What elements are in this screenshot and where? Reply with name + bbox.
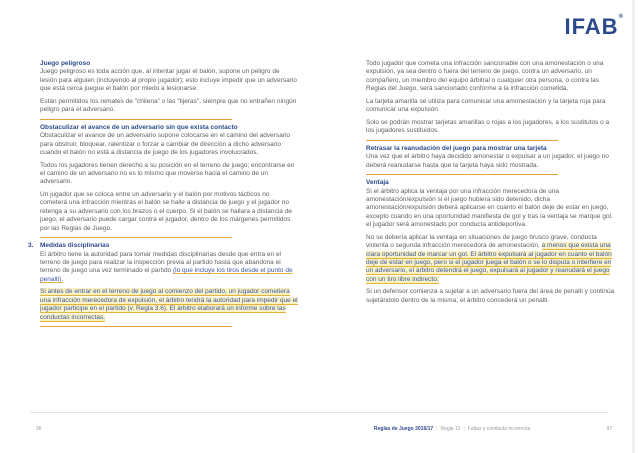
paragraph: Están permitidos los remates de "chilena" o las "tijeras", siempre que no entrañen ningún peligro para el adversario. — [40, 97, 297, 114]
paragraph: Un jugador que se coloca entre un adversario y el balón por motivos tácticos no cometerá una infracción mientras el balón se halle a distancia de juego y el jugador no retenga a su adversario con los brazos o el cuerpo. Si el balón se hallara a distancia de juego, el adversario puede cargar contra el jugador, dentro de los márgenes permitidos por las Reglas de Juego. — [40, 191, 292, 232]
running-footer — [374, 426, 530, 432]
scrollbar[interactable] — [632, 0, 635, 453]
separator: | — [436, 426, 438, 432]
paragraph — [366, 234, 616, 284]
amended-text: (lo que incluye los tiros desde el punto de penalti). — [40, 267, 293, 283]
rule-label: Regla 12 — [440, 426, 461, 432]
logo-text: IFAB — [564, 14, 619, 39]
section-heading-medidas — [28, 242, 298, 250]
highlighted-text: a menos que exista una clara oportunidad de marcar un gol. El árbitro expulsará al jugador en cuanto el balón deje de estar en juego, pero si el jugador juega el balón o se lo disputa o interfiere en un adversario, el árbitro detendrá el juego, expulsará al jugador y reanudará el juego con un tiro libre indirecto. — [366, 242, 612, 283]
highlighted-text: Si antes de entrar en el terreno de juego al comienzo del partido, un jugador cometiera una infracción merecedora de expulsión, el árbitro tendrá la autoridad para impedir que el jugador participe en el partido (v. Regla 3.6). El árbitro elaborará un informe sobre las conductas incorrectas. — [40, 288, 298, 321]
divider — [40, 119, 232, 120]
divider — [366, 174, 558, 175]
paragraph: Una vez que el árbitro haya decidido amonestar o expulsar a un jugador, el juego no deberá reanudarse hasta que la tarjeta haya sido mostrada. — [366, 153, 609, 169]
heading-ventaja: Ventaja — [366, 179, 389, 187]
left-column — [28, 60, 298, 331]
footer-divider — [30, 412, 608, 413]
divider — [40, 237, 232, 238]
section-title: Medidas disciplinarias — [40, 242, 110, 250]
heading-juego-peligroso: Juego peligroso — [40, 60, 91, 67]
heading-retrasar: Retrasar la reanudación del juego para mostrar una tarjeta — [366, 144, 547, 152]
paragraph: Todos los jugadores tienen derecho a su posición en el terreno de juego; encontrarse en el camino de un adversario no es lo mismo que moverse hacia el camino de un adversario. — [40, 161, 295, 186]
section-label: Faltas y conducta incorrecta — [467, 426, 531, 432]
ifab-logo: IFAB® — [564, 14, 624, 39]
paragraph: Obstaculizar el avance de un adversario supone colocarse en el camino del adversario para obstruir, bloquear, ralentizar o forzar a cambiar de dirección a dicho adversario cuando el balón no está a distancia de juego de los jugadores involucrados. — [40, 132, 291, 157]
paragraph: Todo jugador que cometa una infracción sancionable con una amonestación o una expulsión, ya sea dentro o fuera del terreno de juego, contra un adversario, un compañero, un miembro del equipo árbitral o cualquier otra persona, o contra las Reglas del Juego, será sancionado conforme a la infracción cometida. — [366, 60, 604, 93]
text-run: No se debería aplicar la ventaja en situaciones de juego brusco grave, conducta violenta o segunda infracción merecedora de amonestación, — [366, 233, 597, 250]
paragraph — [40, 251, 298, 285]
separator: | — [463, 426, 465, 432]
page-number-right: 97 — [606, 426, 612, 432]
paragraph: Si un defensor comienza a sujetar a un adversario fuera del área de penalti y continúa sujetándolo dentro de la misma, el árbitro concederá un penalti. — [366, 288, 615, 304]
highlighted-paragraph — [40, 288, 298, 322]
paragraph: La tarjeta amarilla se utiliza para comunicar una amonestación y la tarjeta roja para comunicar una expulsión. — [366, 97, 606, 114]
page-number-left: 96 — [36, 426, 42, 432]
paragraph: Si el árbitro aplica la ventaja por una infracción merecedora de una amonestación/expulsión si el juego hubiera sido detenido, dicha amonestación/expulsión deberá aplicarse en cuanto el balón deje de estar en juego, excepto cuando en una oportunidad manifiesta de gol y tras la ventaja se marque gol, el jugador será amonestado por conducta antideportiva. — [366, 187, 613, 229]
paragraph: Juego peligroso es toda acción que, al intentar jugar el balón, supone un peligro de lesión para alguien (incluyendo al propio jugador); esto incluye impedir que un adversario que está cerca juegue el balón por miedo a lesionarse. — [40, 68, 297, 93]
divider — [366, 140, 558, 141]
right-column — [366, 60, 616, 309]
section-number: 3. — [28, 242, 34, 250]
divider — [40, 326, 232, 327]
heading-obstaculizar: Obstaculizar el avance de un adversario sin que exista contacto — [40, 123, 238, 131]
book-title: Reglas de Juego 2016/17 — [374, 426, 434, 432]
paragraph: Solo se podrán mostrar tarjetas amarillas o rojas a los jugadores, a los sustitutos o a los jugadores sustituidos. — [366, 118, 610, 135]
text-run: El árbitro tiene la autoridad para tomar medidas disciplinarias desde que entra en el terreno de juego para realizar la inspección previa al partido hasta que abandona el terreno de juego una vez terminado el partido — [40, 250, 282, 275]
